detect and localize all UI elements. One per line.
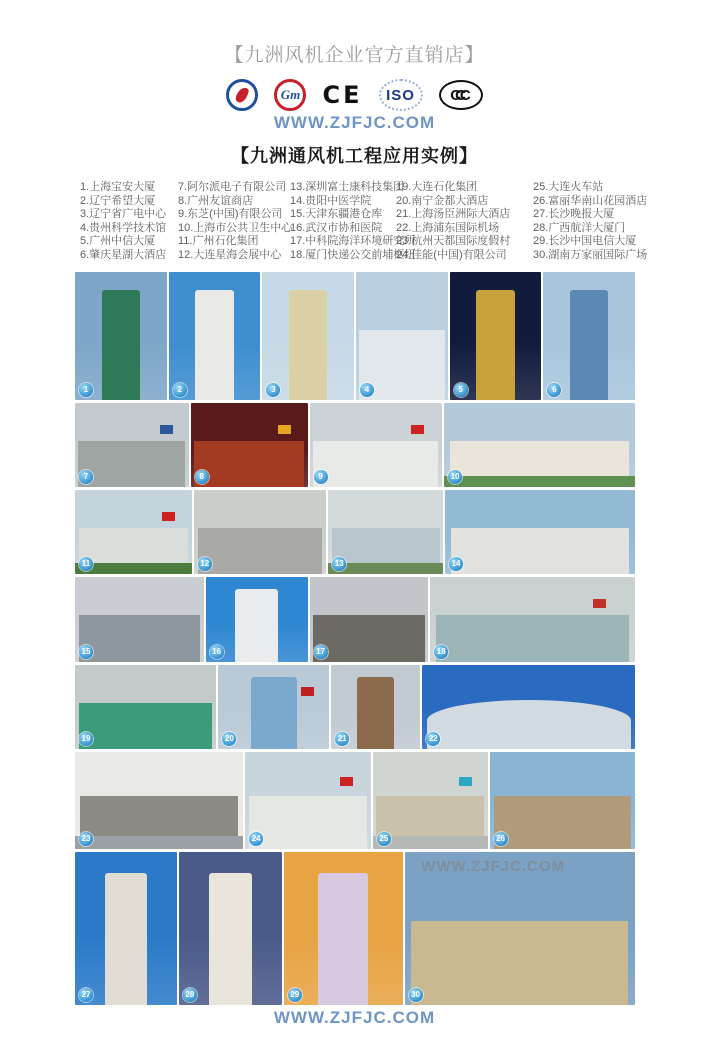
project-list-item: 1.上海宝安大厦 (80, 181, 156, 193)
building-shape (235, 589, 278, 662)
ccc-text: CCC (450, 86, 465, 104)
watermark-text: WWW.ZJFJC.COM (421, 858, 565, 875)
building-photo-10 (444, 403, 635, 487)
photo-number-badge: 15 (79, 645, 93, 659)
photo-number-badge: 18 (434, 645, 448, 659)
building-photo-1 (75, 272, 167, 400)
accent-detail (593, 599, 606, 608)
photo-number-badge: 24 (249, 832, 263, 846)
photo-number-badge: 7 (79, 470, 93, 484)
project-list-item: 13.深圳富士康科技集团 (290, 181, 405, 193)
building-photo-18 (430, 577, 635, 662)
building-shape (357, 677, 394, 749)
photo-number-badge: 30 (409, 988, 423, 1002)
project-list-item: 11.广州石化集团 (178, 235, 259, 247)
building-photo-8 (191, 403, 308, 487)
building-photo-14 (445, 490, 635, 574)
project-list-column (80, 181, 178, 262)
certification-logos (0, 76, 709, 114)
project-list-item: 19.大连石化集团 (396, 181, 478, 193)
building-photo-15 (75, 577, 204, 662)
project-list-item: 15.天津东疆港仓库 (290, 208, 383, 220)
accent-detail (160, 425, 173, 434)
gm-cert-logo (274, 79, 306, 111)
gallery-row (75, 665, 635, 749)
store-title: 【九洲风机企业官方直销店】 (224, 45, 485, 66)
ce-mark-logo: CE (322, 81, 363, 109)
building-photo-27 (75, 852, 177, 1005)
project-list-item: 17.中科院海洋环境研究所 (290, 235, 416, 247)
building-shape (451, 528, 630, 574)
building-shape (570, 290, 609, 400)
project-list-item: 27.长沙晚报大厦 (533, 208, 615, 220)
building-shape (78, 441, 185, 487)
building-shape (313, 615, 425, 662)
building-photo-7 (75, 403, 189, 487)
building-photo-2 (169, 272, 261, 400)
building-photo-13 (328, 490, 443, 574)
gallery-row (75, 272, 635, 400)
building-photo-6 (543, 272, 635, 400)
photo-number-badge: 12 (198, 557, 212, 571)
photo-number-badge: 23 (79, 832, 93, 846)
gm-text: Gm (280, 87, 301, 102)
ground-strip (75, 836, 243, 849)
iso-text: ISO (386, 86, 415, 104)
photo-number-badge: 20 (222, 732, 236, 746)
ccc-mark-logo (439, 80, 483, 110)
building-photo-25 (373, 752, 488, 849)
building-photo-28 (179, 852, 282, 1005)
accent-detail (411, 425, 424, 434)
project-list-item: 12.大连星海会展中心 (178, 248, 282, 261)
photo-number-badge: 29 (288, 988, 302, 1002)
flame-icon (235, 86, 251, 105)
building-shape (195, 290, 234, 400)
building-shape (249, 796, 367, 849)
building-shape (476, 290, 515, 400)
gallery-row (75, 577, 635, 662)
photo-number-badge: 22 (426, 732, 440, 746)
project-list-item: 23.杭州天都国际度假村 (396, 235, 511, 247)
building-photo-23 (75, 752, 243, 849)
iso-mark-logo (379, 79, 423, 111)
building-photo-3 (262, 272, 354, 400)
building-shape (494, 796, 631, 849)
accent-detail (340, 777, 353, 786)
photo-number-badge: 4 (360, 383, 374, 397)
project-list-column (290, 181, 416, 262)
building-shape (427, 700, 631, 749)
project-list-item: 6.肇庆星湖大酒店 (80, 248, 167, 261)
photo-number-badge: 13 (332, 557, 346, 571)
project-list-column (178, 181, 293, 262)
quality-emblem-logo (226, 79, 258, 111)
photo-number-badge: 28 (183, 988, 197, 1002)
accent-detail (278, 425, 291, 434)
building-photo-21 (331, 665, 420, 749)
project-list-item: 26.富丽华南山花园酒店 (533, 194, 648, 207)
building-photo-24 (245, 752, 371, 849)
photo-number-badge: 19 (79, 732, 93, 746)
project-list-item: 25.大连火车站 (533, 181, 604, 193)
building-photo-11 (75, 490, 192, 574)
project-list-item: 20.南宁金都大酒店 (396, 194, 489, 207)
building-shape (411, 921, 628, 1005)
project-list-item: 3.辽宁省广电中心 (80, 208, 167, 220)
accent-detail (301, 687, 314, 696)
building-photo-5 (450, 272, 542, 400)
project-list-item: 29.长沙中国电信大厦 (533, 235, 637, 247)
photo-number-badge: 5 (454, 383, 468, 397)
photo-number-badge: 27 (79, 988, 93, 1002)
photo-number-badge: 25 (377, 832, 391, 846)
building-shape (194, 441, 304, 487)
gallery-row (75, 403, 635, 487)
project-list-item: 22.上海浦东国际机场 (396, 221, 500, 234)
building-photo-19 (75, 665, 216, 749)
project-list-item: 5.广州中信大厦 (80, 235, 156, 247)
project-list-item: 14.贵阳中医学院 (290, 194, 372, 207)
project-list-item: 21.上海汤臣洲际大酒店 (396, 208, 511, 220)
accent-detail (162, 512, 175, 521)
building-photo-4 (356, 272, 448, 400)
ground-strip (444, 476, 635, 487)
photo-number-badge: 10 (448, 470, 462, 484)
gallery-row (75, 490, 635, 574)
project-list-item: 10.上海市公共卫生中心 (178, 221, 293, 234)
project-list-item: 2.辽宁希望大厦 (80, 194, 156, 207)
building-photo-22 (422, 665, 635, 749)
project-list-item: 18.厦门快递公交前埔枢纽 (290, 248, 416, 261)
building-photo-29 (284, 852, 403, 1005)
photo-number-badge: 2 (173, 383, 187, 397)
project-list-item: 7.阿尔派电子有限公司 (178, 181, 287, 193)
project-list (80, 181, 658, 262)
project-list-item: 9.东芝(中国)有限公司 (178, 208, 283, 220)
photo-gallery (75, 272, 635, 1008)
photo-number-badge: 14 (449, 557, 463, 571)
building-photo-9 (310, 403, 443, 487)
website-url-bottom: WWW.ZJFJC.COM (273, 1008, 436, 1027)
photo-number-badge: 8 (195, 470, 209, 484)
project-list-column (396, 181, 533, 262)
building-photo-17 (310, 577, 429, 662)
building-shape (209, 873, 252, 1005)
project-list-item: 24.佳能(中国)有限公司 (396, 248, 507, 261)
section-title: 【九洲通风机工程应用实例】 (231, 146, 478, 166)
project-list-column (533, 181, 658, 262)
building-shape (289, 290, 328, 400)
project-list-item: 28.广西航洋大厦门 (533, 221, 626, 234)
photo-number-badge: 26 (494, 832, 508, 846)
building-shape (251, 677, 298, 749)
building-shape (105, 873, 148, 1005)
building-shape (79, 703, 212, 749)
building-photo-26 (490, 752, 635, 849)
project-list-item: 4.贵州科学技术馆 (80, 221, 167, 234)
photo-number-badge: 17 (314, 645, 328, 659)
photo-number-badge: 21 (335, 732, 349, 746)
photo-number-badge: 1 (79, 383, 93, 397)
building-photo-16 (206, 577, 308, 662)
building-shape (79, 615, 200, 662)
building-photo-20 (218, 665, 329, 749)
building-shape (102, 290, 141, 400)
gallery-row (75, 752, 635, 849)
building-shape (313, 441, 438, 487)
website-url-top: WWW.ZJFJC.COM (273, 113, 436, 132)
project-list-item: 16.武汉市协和医院 (290, 221, 383, 234)
building-photo-12 (194, 490, 327, 574)
accent-detail (459, 777, 472, 786)
photo-number-badge: 11 (79, 557, 93, 571)
photo-number-badge: 16 (210, 645, 224, 659)
photo-number-badge: 6 (547, 383, 561, 397)
project-list-item: 30.湖南万家丽国际广场 (533, 248, 648, 261)
building-shape (198, 528, 323, 574)
photo-number-badge: 3 (266, 383, 280, 397)
project-list-item: 8.广州友谊商店 (178, 194, 254, 207)
photo-number-badge: 9 (314, 470, 328, 484)
building-shape (436, 615, 628, 662)
building-shape (318, 873, 368, 1005)
